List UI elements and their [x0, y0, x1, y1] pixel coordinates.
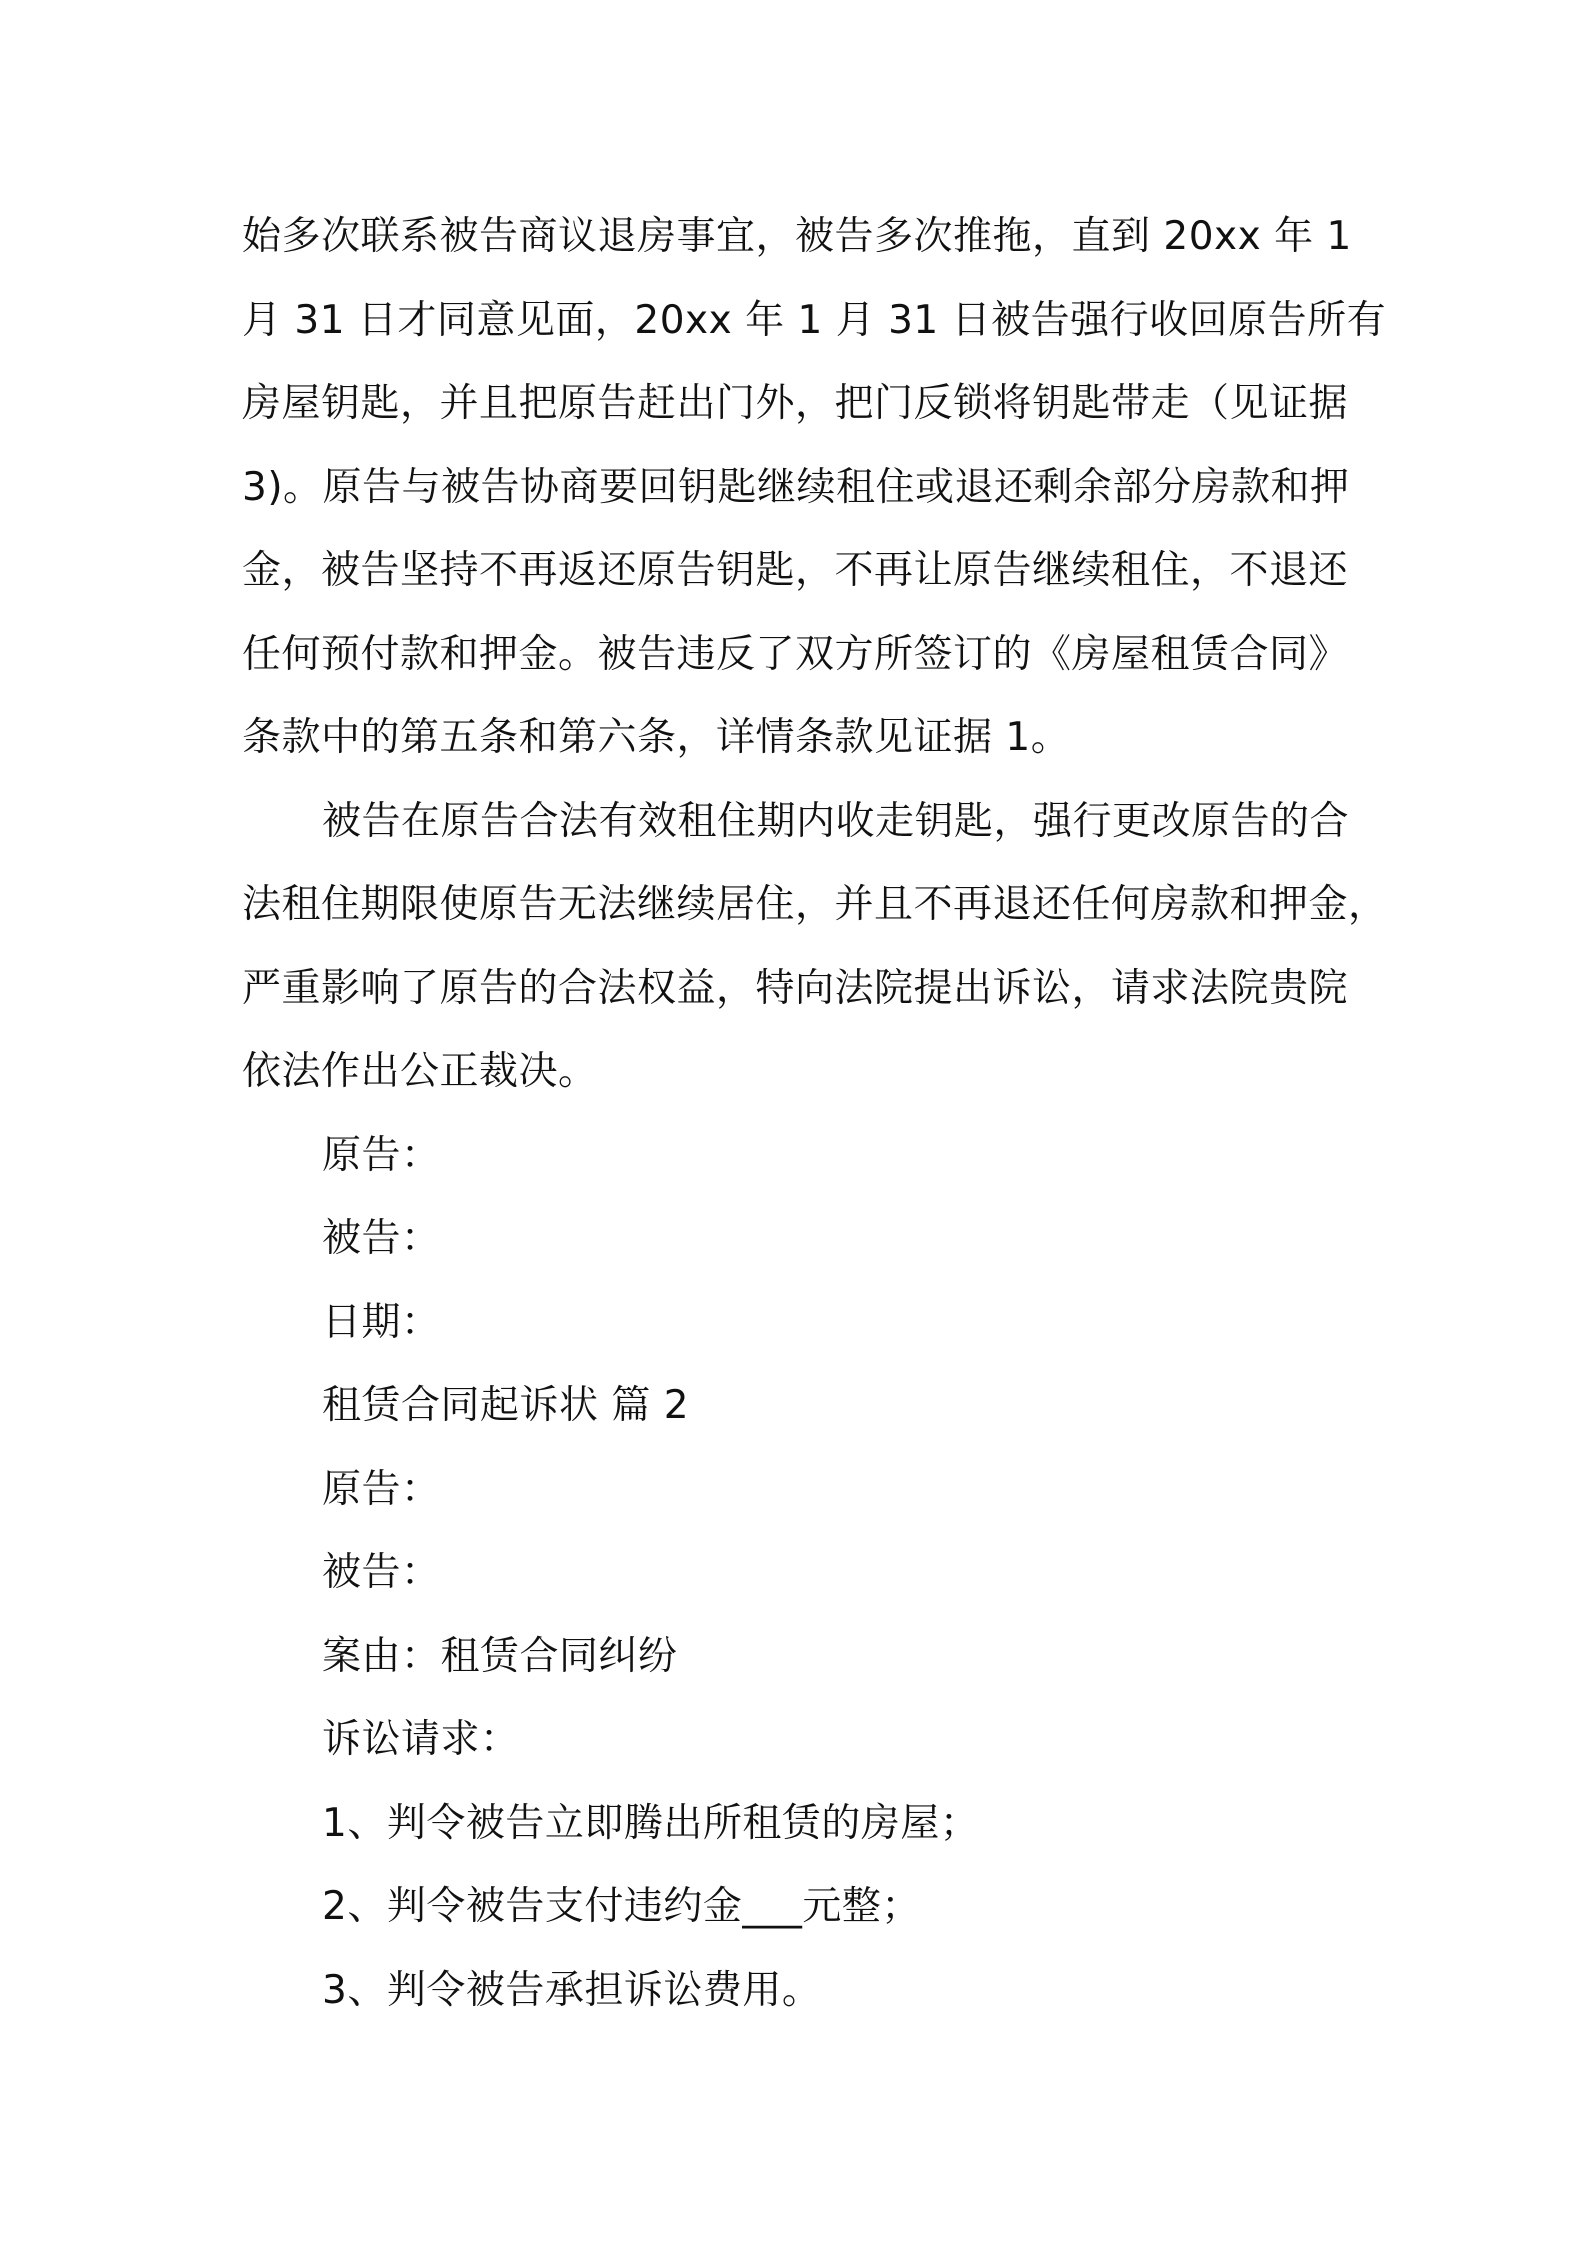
text-line: 房屋钥匙，并且把原告赶出门外，把门反锁将钥匙带走（见证据: [242, 381, 1349, 426]
claim-item: 1、判令被告立即腾出所租赁的房屋；: [322, 1800, 980, 1846]
defendant-label: 被告：: [322, 1550, 441, 1595]
text-line: 月 31 日才同意见面，20xx 年 1 月 31 日被告强行收回原告所有: [242, 297, 1387, 343]
date-label: 日期：: [322, 1299, 441, 1345]
claims-heading: 诉讼请求：: [322, 1717, 520, 1762]
text-line: 始多次联系被告商议退房事宜，被告多次推拖，直到 20xx 年 1: [242, 214, 1352, 259]
signature-block: [242, 1114, 1354, 1365]
plaintiff-label: 原告：: [322, 1132, 441, 1178]
paragraph-request: [242, 780, 1388, 1114]
plaintiff-label: 原告：: [322, 1466, 441, 1512]
document-body: [242, 195, 1388, 2032]
paragraph-complaint-facts: [242, 195, 1387, 780]
text-line: 金，被告坚持不再返还原告钥匙，不再让原告继续租住，不退还: [242, 548, 1349, 593]
cause-of-action: 案由：租赁合同纠纷: [322, 1633, 678, 1679]
claim-item: 3、判令被告承担诉讼费用。: [322, 1967, 822, 2013]
text-line: 3)。原告与被告协商要回钥匙继续租住或退还剩余部分房款和押: [242, 464, 1350, 510]
defendant-label: 被告：: [322, 1216, 441, 1261]
text-line: 依法作出公正裁决。: [242, 1049, 598, 1094]
text-line: 法租住期限使原告无法继续居住，并且不再退还任何房款和押金，: [242, 882, 1388, 927]
claim-item: 2、判令被告支付违约金___元整；: [322, 1884, 921, 1929]
section-title: 租赁合同起诉状 篇 2: [322, 1383, 690, 1428]
text-line: 任何预付款和押金。被告违反了双方所签订的《房屋租赁合同》: [242, 631, 1349, 677]
section-2: [242, 1364, 1354, 2032]
text-line: 严重影响了原告的合法权益，特向法院提出诉讼，请求法院贵院: [242, 965, 1349, 1011]
text-line: 条款中的第五条和第六条，详情条款见证据 1。: [242, 715, 1071, 760]
text-line: 被告在原告合法有效租住期内收走钥匙，强行更改原告的合: [322, 798, 1350, 844]
